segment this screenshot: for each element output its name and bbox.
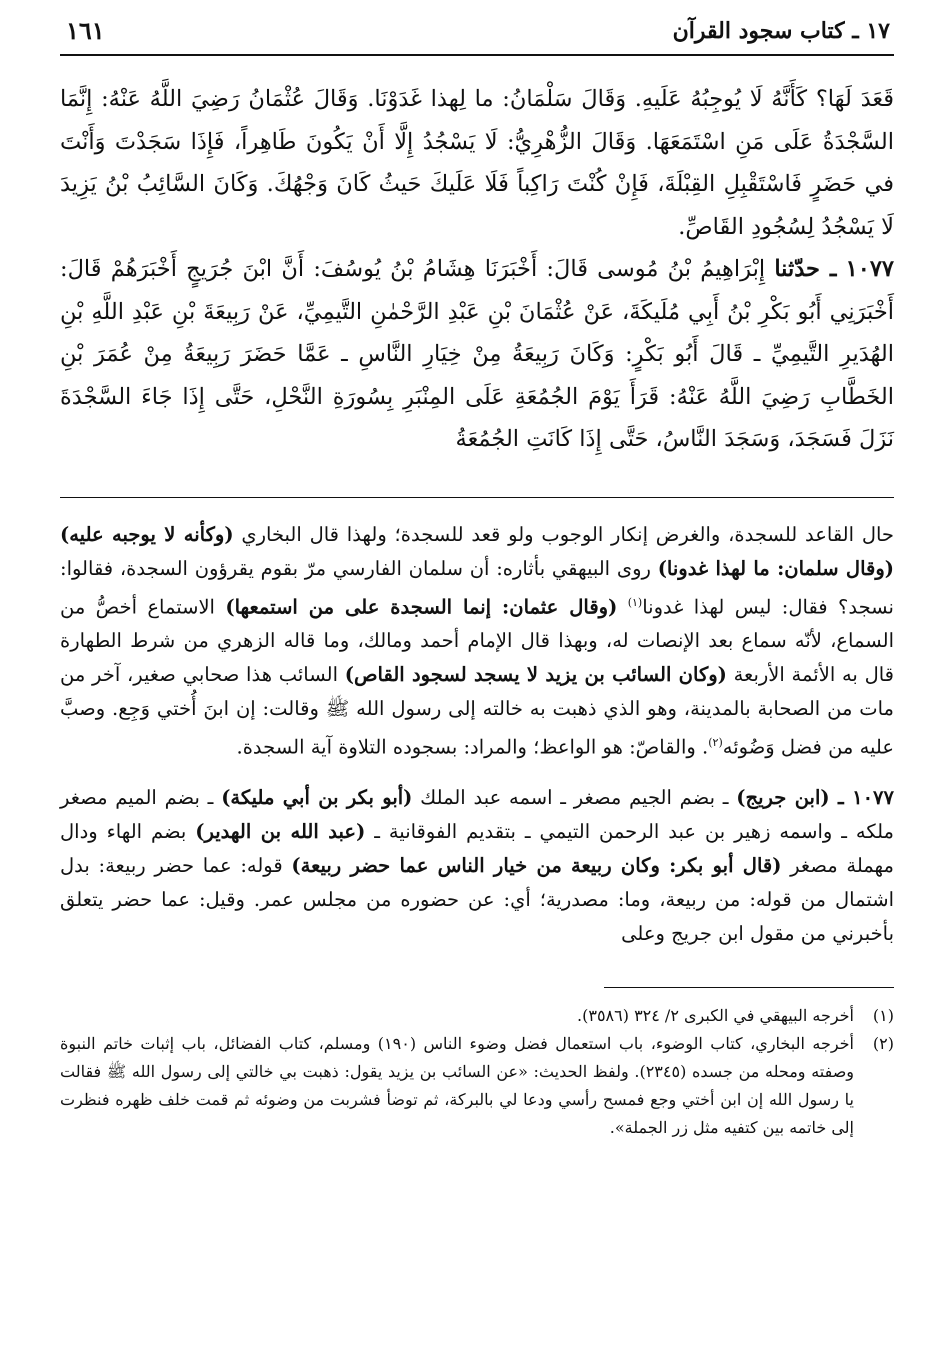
footnote-separator — [604, 987, 894, 988]
main-hadith-text — [60, 78, 894, 461]
quoted-text: (أبو بكر بن أبي مليكة) — [221, 785, 413, 809]
quoted-text: (وكان السائب بن يزيد لا يسجد لسجود القاص) — [344, 663, 727, 686]
hadith-number: ١٠٧٧ — [845, 256, 894, 282]
commentary-separator — [60, 497, 894, 498]
book-page — [60, 8, 894, 1348]
commentary — [60, 518, 894, 951]
footnote-number: (١) — [872, 1005, 894, 1025]
quoted-text: ١٠٧٧ ـ (ابن جريج) — [736, 785, 894, 809]
commentary-text: . والقاصّ: هو الواعظ؛ والمراد: بسجوده التلاوة آية السجدة. — [236, 735, 709, 759]
commentary-paragraph-2 — [60, 781, 894, 951]
footnote-number: (٢) — [872, 1033, 894, 1053]
footnote-2 — [60, 1030, 894, 1142]
quoted-text: (وقال عثمان: إنما السجدة على من استمعها) — [225, 595, 618, 618]
running-title: ١٧ ـ كتاب سجود القرآن — [672, 18, 890, 44]
commentary-text: الاستماع أخصُّ من السماع، لأنّه سماع بعد الإنصات له، وبهذا قال الإمام أحمد ومالك، وما قاله الزهري من شرط الطهارة قال به الأئمة الأربعة — [60, 595, 894, 686]
quoted-text: (عبد الله بن الهدير) — [195, 819, 366, 843]
commentary-text: ـ بضم الميم مصغر ملكه ـ واسمه زهير بن عبد الرحمن التيمي ـ بتقديم الفوقانية ـ — [60, 785, 894, 843]
commentary-text: بضم الهاء ودال مهملة مصغر — [60, 819, 894, 877]
footnote-marker: (١) — [627, 595, 643, 609]
main-paragraph-2 — [60, 248, 894, 461]
quoted-text: (وكأنه لا يوجبه عليه) (وقال سلمان: ما لهذا غدونا) — [60, 522, 895, 580]
commentary-text: ـ بضم الجيم مصغر ـ اسمه عبد الملك — [412, 785, 737, 809]
main-paragraph-1: قَعَدَ لَهَا؟ كَأَنَّهُ لَا يُوجِبُهُ عَلَيهِ. وَقَالَ سَلْمَانُ: ما لِهذا غَدَوْنَا. وَقَالَ عُثْمَانُ رَضِيَ اللَّهُ عَنْهُ: إِنَّمَا السَّجْدَةُ عَلَى مَنِ اسْتَمَعَهَا. وَقَالَ الزُّهْرِيُّ: لَا يَسْجُدُ إِلَّا أَنْ يَكُونَ طَاهِراً، فَإِذَا سَجَدْتَ وَأَنْتَ في حَضَرٍ فَاسْتَقْبِلِ القِبْلَةَ، فَإِنْ كُنْتَ رَاكِباً فَلَا عَلَيكَ حَيثُ كَانَ وَجْهُكَ. وَكَانَ السَّائِبُ بْنُ يَزِيدَ لَا يَسْجُدُ لِسُجُودِ القَاصِّ. — [60, 86, 894, 240]
commentary-text: قوله: عما حضر ربيعة: بدل اشتمال من قوله: من ربيعة، وما: مصدرية؛ أي: عن حضوره من مجلس عمر. وقيل: عما حضر يتعلق بأخبرني من مقول ابن جريج وعلى — [60, 853, 894, 945]
footnote-text: أخرجه البخاري، كتاب الوضوء، باب استعمال فضل وضوء الناس (١٩٠) ومسلم، كتاب الفضائل، باب إثبات خاتم النبوة وصفته ومحله من جسده (٢٣٤٥). ولفظ الحديث: «عن السائب بن يزيد يقول: ذهبت بي خالتي إلى رسول الله ﷺ فقالت يا رسول الله إن ابن أختي وجع فمسح رأسي ودعا لي بالبركة، ثم توضأ فشربت من وضوئه ثم قمت خلف ظهره فنظرت إلى خاتمه بين كتفيه مثل زر الجملة». — [60, 1033, 855, 1137]
page-header — [60, 8, 894, 56]
commentary-text: السائب هذا صحابي صغير، آخر من مات من الصحابة بالمدينة، وهو الذي ذهبت به خالته إلى رسول الله ﷺ وقالت: إن ابنَ أُختي وَجِع. وصبَّ عليه من فضل وَضُوئه — [60, 663, 894, 759]
hadith-opening: ـ حدّثنا — [774, 256, 837, 282]
hadith-body: إِبْرَاهِيمُ بْنُ مُوسى قَالَ: أَخْبَرَنَا هِشَامُ بْنُ يُوسُفَ: أَنَّ ابْنَ جُرَيجٍ أَخْبَرَهُمْ قَالَ: أَخْبَرَنِي أَبُو بَكْرِ بْنُ أَبِي مُلَيكَةَ، عَنْ عُثْمَانَ بْنِ عَبْدِ الرَّحْمٰنِ التَّيمِيِّ، عَنْ رَبِيعَةَ بْنِ عَبْدِ اللَّهِ بْنِ الهُدَيرِ التَّيمِيِّ ـ قَالَ أَبُو بَكْرٍ: وَكَانَ رَبِيعَةُ مِنْ خِيَارِ النَّاسِ ـ عَمَّا حَضَرَ رَبِيعَةُ مِنْ عُمَرَ بْنِ الخَطَّابِ رَضِيَ اللَّهُ عَنْهُ: قَرَأَ يَوْمَ الجُمُعَةِ عَلَى المِنْبَرِ بِسُورَةِ النَّحْلِ، حَتَّى إِذَا جَاءَ السَّجْدَةَ نَزَلَ فَسَجَدَ، وَسَجَدَ النَّاسُ، حَتَّى إِذَا كَانَتِ الجُمُعَةُ — [60, 256, 894, 452]
commentary-paragraph-1 — [60, 518, 894, 765]
footnote-marker: (٢) — [708, 736, 723, 749]
commentary-text: روى البيهقي بأثاره: أن سلمان الفارسي مرّ بقوم يقرؤون السجدة، فقالوا: نسجد؟ فقال: ليس لهذا غدونا — [60, 556, 894, 618]
commentary-text: حال القاعد للسجدة، والغرض إنكار الوجوب ولو قعد للسجدة؛ ولهذا قال البخاري — [233, 522, 894, 546]
commentary-text — [617, 595, 627, 618]
footnotes — [60, 1002, 894, 1142]
footnote-1 — [60, 1002, 894, 1030]
footnote-text: أخرجه البيهقي في الكبرى ٢/ ٣٢٤ (٣٥٨٦). — [577, 1005, 854, 1025]
quoted-text: (قال أبو بكر: وكان ربيعة من خيار الناس عما حضر ربيعة) — [291, 853, 782, 877]
page-number: ١٦١ — [66, 16, 105, 45]
